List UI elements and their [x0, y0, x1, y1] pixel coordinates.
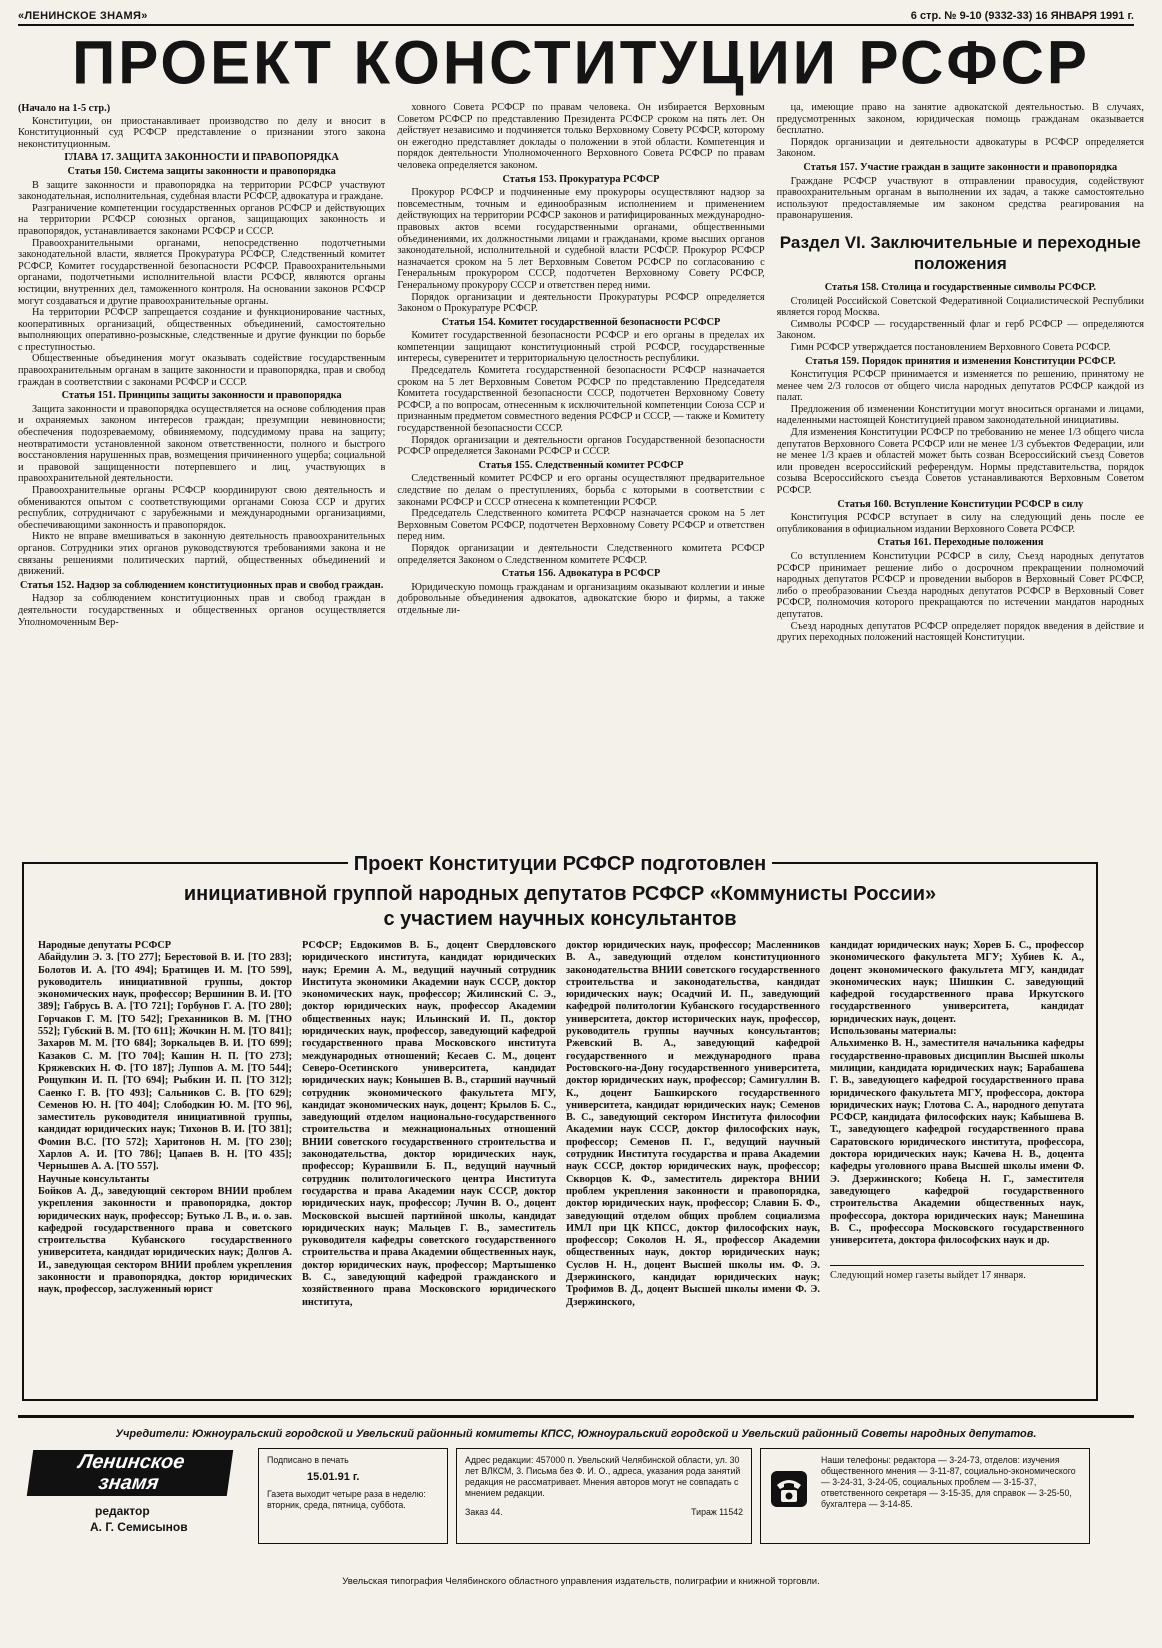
authors-box-title-line1: Проект Конституции РСФСР подготовлен [348, 853, 773, 875]
paragraph: Председатель Следственного комитета РСФСР назначается сроком на 5 лет Верховным Советом РСФСР, подотчетен Верховному Совету РСФСР и ответствен перед ним. [397, 508, 765, 543]
article-heading: Статья 154. Комитет государственной безопасности РСФСР [441, 316, 721, 328]
section-heading: Раздел VI. Заключительные и переходные положения [779, 232, 1141, 273]
author-entry: Бойков А. Д., заведующий сектором ВНИИ проблем укрепления законности и правопорядка, доктор юридических наук, профессор; Бутько Л. В., и. о. зав. кафедрой государственного права и советского строительства Кубанского государственного университета, кандидат юридических наук; Долгов А. И., заведующая сектором ВНИИ проблем укрепления законности и правопорядка, доктор юридических наук, профессор, заслуженный юрист [38, 1185, 292, 1296]
author-entry: кандидат юридических наук; Хорев Б. С., профессор экономического факультета МГУ; Хубиев К. А., доцент экономического факультета МГУ, кандидат экономических наук; Шишкин С. заведующий кафедрой государственного права Иркутского государственного университета, кандидат юридических наук, доцент. [830, 940, 1084, 1025]
article-heading: Статья 150. Система защиты законности и правопорядка [67, 165, 336, 177]
paragraph: Гимн РСФСР утверждается постановлением Верховного Совета РСФСР. [790, 341, 1111, 353]
paragraph: Надзор за соблюдением конституционных прав и свобод граждан в деятельности государственных и общественных органов осуществляется Уполномоченным Вер- [18, 593, 386, 628]
authors-box-subtitle [24, 882, 1096, 932]
article-heading: Статья 151. Принципы защиты законности и правопорядка [61, 390, 342, 402]
paragraph: Правоохранительные органы РСФСР координируют свою деятельность и обмениваются опытом с соответствующими органами Союза ССР и других республик, сотрудничают с зарубежными и международными организациями, обеспечивающими законность и правопорядок. [18, 485, 386, 531]
paragraph: Порядок организации и деятельности органов Государственной безопасности РСФСР определяется Законами РСФСР и СССР. [397, 434, 765, 458]
logo-line1: Ленинское [77, 1451, 187, 1473]
paragraph: Общественные объединения могут оказывать содействие государственным правоохранительным органам в защите законности и правопорядка, прав и свобод граждан в соответствии с законами РСФСР и СССР. [18, 353, 386, 388]
article-heading: Статья 159. Порядок принятия и изменения Конституции РСФСР. [805, 355, 1116, 367]
phones-box [760, 1448, 1090, 1544]
newspaper-name: «ЛЕНИНСКОЕ ЗНАМЯ» [18, 10, 148, 22]
paragraph: Со вступлением Конституции РСФСР в силу, Съезд народных депутатов РСФСР принимает решение либо о досрочном прекращении полномочий народных депутатов РСФСР и проведении выборов в Верховный Совет РСФСР, либо о преобразовании Съезда народных депутатов РСФСР в Верховный Совет РСФСР, полномочия которого прекращаются по истечении мандатов народных депутатов. [776, 551, 1144, 620]
paragraph: В защите законности и правопорядка на территории РСФСР участвуют законодательная, исполнительная, судебная власти РСФСР, адвокатура и граждане. [18, 179, 386, 203]
schedule-text: Газета выходит четыре раза в неделю: вторник, среда, пятница, суббота. [267, 1489, 426, 1510]
print-run: Тираж 11542 [691, 1507, 743, 1517]
newspaper-logo [27, 1450, 233, 1496]
authors-box-title [24, 851, 1096, 877]
article-heading: Статья 161. Переходные положения [877, 537, 1044, 549]
print-info-box [258, 1448, 448, 1544]
paragraph: Защита законности и правопорядка осуществляется на основе соблюдения прав и охраняемых законом интересов граждан; презумпции невиновности; обеспечения подозреваемому, обвиняемому, подсудимому права на защиту; неотвратимости установленной законом ответственности, полного и быстрого восстановления нарушенных прав, возмещения причиненного ущерба; социальной и правовой защищенности потерпевшего и лиц, участвующих в правоохранительной деятельности. [18, 403, 386, 485]
author-entry: Использованы материалы: [830, 1026, 957, 1038]
article-heading: Статья 155. Следственный комитет РСФСР [478, 459, 684, 471]
article-heading: Статья 158. Столица и государственные символы РСФСР. [824, 281, 1096, 293]
authors-column-4 [830, 940, 1084, 1390]
paragraph: ховного Совета РСФСР по правам человека. Он избирается Верховным Советом РСФСР по представлению Президента РСФСР сроком на пять лет. Он действует независимо и подчиняется только Верховному Совету РСФСР, которому он ежегодно представляет доклады о положении в этой области. Компетенция и порядок деятельности Уполномоченного Верховного Совета РСФСР по правам человека определяется законом. [397, 102, 765, 171]
paragraph: Конституции, он приостанавливает производство по делу и вносит в Конституционный суд РСФСР представление о признании этого закона неконституционным. [18, 115, 386, 150]
authors-box-title-line2: инициативной группой народных депутатов РСФСР «Коммунисты России» [183, 883, 937, 905]
paragraph: Для изменения Конституции РСФСР по требованию не менее 1/3 общего числа депутатов Верховного Совета РСФСР или не менее 1/3 субъектов Федерации, или не менее 1/3 краев и областей может быть созван Всероссийский съезд Советов или проведен всероссийский референдум. Нормы представительства, порядок созыва Всероссийского съезда Советов устанавливаются Верховным Советом РСФСР. [776, 427, 1144, 497]
article-heading: (Начало на 1-5 стр.) [18, 103, 111, 114]
sign-date: 15.01.91 г. [307, 1471, 360, 1483]
paragraph: Правоохранительными органами, непосредственно подотчетными законодательной власти, является Прокуратура РСФСР, Следственный комитет РСФСР, Комитет государственной безопасности РСФСР. Правоохранительными органами, подотчетными исполнительной власти РСФСР, являются органы юстиции, внутренних дел, таможенного контроля. На основании законов РСФСР могут создаваться и другие правоохранительные органы. [18, 237, 386, 307]
next-issue-note: Следующий номер газеты выйдет 17 января. [830, 1265, 1084, 1282]
paragraph: Порядок организации и деятельности Следственного комитета РСФСР определяется Законом о Следственном комитете РСФСР. [397, 542, 765, 566]
article-column-1 [18, 102, 385, 850]
telephone-icon [769, 1469, 809, 1509]
paragraph: Разграничение компетенции государственных органов РСФСР и действующих на территории РСФСР союзных органов, защищающих законность и правопорядок, устанавливается законами РСФСР и СССР. [18, 202, 386, 237]
paragraph: Следственный комитет РСФСР и его органы осуществляют предварительное следствие по делам о преступлениях, борьба с которыми в соответствии с законами РСФСР и СССР отнесена к компетенции РСФСР. [397, 473, 765, 508]
address-box [456, 1448, 752, 1544]
paragraph: Граждане РСФСР участвуют в отправлении правосудия, содействуют правоохранительным органам в выполнении их задач, а также самостоятельно используют предоставляемые им законом средства реагирования на правонарушения. [776, 175, 1144, 222]
paragraph: Порядок организации и деятельности адвокатуры в РСФСР определяется Законом. [776, 136, 1144, 160]
editor-role: редактор [95, 1504, 150, 1518]
header-divider [18, 24, 1134, 26]
author-entry: доктор юридических наук, профессор; Масленников В. А., заведующий отделом конституционного законодательства ВНИИ советского государственного строительства и законодательства, кандидат юридических наук; Осадчий И. П., заведующий кафедрой политологии Кубанского государственного университета, доктор исторических наук, профессор, руководитель группы научных консультантов; Ржевский В. А., заведующий кафедрой государственного и международного права Ростовского-на-Дону государственного университета, доктор юридических наук, профессор; Самигуллин В. К., доцент Башкирского государственного университета, кандидат юридических наук; Семенов В. С., заведующий сектором Института философии Академии наук СССР, доктор философских наук, профессор; Семенов П. Г., ведущий научный сотрудник Института государства и права Академии наук СССР, доктор юридических наук, профессор; Скворцов К. Ф., заместитель директора ВНИИ проблем укрепления законности и правопорядка, доктор юридических наук, профессор; Славин Б. Ф., заведующий отделом общих проблем социализма ИМЛ при ЦК КПСС, доктор философских наук, профессор; Соколов Н. Я., профессор Академии общественных наук, доктор юридических наук; Суслов Н. Н., доцент Высшей школы им. Ф. Э. Дзержинского, кандидат юридических наук; Трофимов В. Д., доцент Высшей школы имени Ф. Э. Дзержинского, [566, 940, 820, 1308]
authors-column-3 [566, 940, 820, 1390]
article-heading: Статья 157. Участие граждан в защите законности и правопорядка [803, 161, 1118, 173]
article-heading: ГЛАВА 17. ЗАЩИТА ЗАКОННОСТИ И ПРАВОПОРЯДКА [64, 152, 339, 164]
order-number: Заказ 44. [465, 1507, 503, 1517]
author-entry: Научные консультанты [38, 1173, 150, 1185]
paragraph: Съезд народных депутатов РСФСР определяет порядок введения в действие и других переходных положений настоящей Конституции. [776, 620, 1144, 644]
paragraph: ца, имеющие право на занятие адвокатской деятельностью. В случаях, предусмотренных законом, юридическая помощь гражданам оказывается бесплатно. [776, 102, 1144, 137]
paragraph: На территории РСФСР запрещается создание и функционирование частных, кооперативных организаций, общественных объединений, самостоятельно выполняющих оперативно-розыскные, следственные и другие функции по борьбе с преступностью. [18, 307, 386, 353]
authors-box [22, 853, 1098, 1401]
authors-column-1 [38, 940, 292, 1390]
article-heading: Статья 156. Адвокатура в РСФСР [501, 568, 661, 580]
article-heading: Статья 160. Вступление Конституции РСФСР в силу [837, 498, 1084, 510]
issue-info: 6 стр. № 9-10 (9332-33) 16 ЯНВАРЯ 1991 г. [910, 10, 1134, 22]
paragraph: Юридическую помощь гражданам и организациям оказывают коллегии и иные добровольные объединения адвокатов, адвокатские бюро и фирмы, а также отдельные ли- [397, 581, 765, 616]
paragraph: Никто не вправе вмешиваться в законную деятельность правоохранительных органов. Сотрудники этих органов руководствуются требованиями закона и не связаны решениями политических партий, общественных объединений и движений. [18, 531, 386, 578]
paragraph: Прокурор РСФСР и подчиненные ему прокуроры осуществляют надзор за повсеместным, точным и единообразным исполнением и применением действующих на территории РСФСР законов и ратифицированных международно-правовых актов всеми государственными органами, общественными объединениями, их должностными лицами и гражданами, кроме высших органов законодательной, исполнительной и судебной власти РСФСР. Прокурор РСФСР назначается сроком на 5 лет Верховным Советом РСФСР по согласованию с Генеральным прокурором СССР, подотчетен Верховному Совету РСФСР, Генеральному прокурору СССР и ответствен перед ними. [397, 187, 765, 291]
paragraph: Конституция РСФСР вступает в силу на следующий день после ее опубликования в официальном издании Верховного Совета РСФСР. [776, 512, 1144, 535]
editor-name: А. Г. Семисынов [90, 1520, 188, 1534]
paragraph: Предложения об изменении Конституции могут вноситься органами и лицами, наделенными настоящей Конституцией правом законодательной инициативы. [776, 403, 1144, 427]
paragraph: Конституция РСФСР принимается и изменяется по решению, принятому не менее чем 2/3 голосов от общего числа народных депутатов РСФСР каждой из палат. [776, 369, 1144, 404]
paragraph: Столицей Российской Советской Федеративной Социалистической Республики является город Москва. [776, 295, 1144, 319]
footer-divider [18, 1415, 1134, 1418]
paragraph: Комитет государственной безопасности РСФСР и его органы в пределах их компетенции защищают конституционный строй РСФСР, государственные интересы, суверенитет и территориальную целостность республики. [397, 330, 765, 365]
author-entry: Альхименко В. Н., заместителя начальника кафедры государственно-правовых дисциплин Высшей школы милиции, кандидата юридических наук; Барабашева Г. В., заведующего кафедрой государственного права юридического факультета МГУ, профессора, доктора юридических наук; Глотова С. А., народного депутата РСФСР, кандидата философских наук; Кабышева В. Т., заведующего кафедрой государственного права Саратовского юридического института, профессора, доктора юридических наук; Качева Н. В., доцента кафедры уголовного права Высшей школы имени Ф. Э. Дзержинского; Кобеца Н. Г., заместителя заведующего кафедрой государственного строительства Академии общественных наук, профессора, доктора юридических наук; Манешина В. С., профессора Московского государственного университета, доктора философских наук и др. [830, 1038, 1084, 1247]
article-columns [18, 102, 1144, 850]
sign-label: Подписано в печать [267, 1455, 349, 1465]
article-column-2 [397, 102, 764, 850]
founders-line: Учредители: Южноуральский городской и Увельский районный комитеты КПСС, Южноуральский городской и Увельский районный Советы народных депутатов. [115, 1428, 1037, 1440]
paragraph: Председатель Комитета государственной безопасности РСФСР назначается сроком на 5 лет Верховным Советом РСФСР по представлению Председателя Комитета государственной безопасности СССР, подотчетен Верховному Совету РСФСР, а по вопросам, отнесенным к исключительной компетенции Союза ССР и признанным предметом совместного ведения РСФСР и СССР, — также и Комитету государственной безопасности СССР. [397, 365, 765, 435]
article-column-3 [777, 102, 1144, 850]
paragraph: Порядок организации и деятельности Прокуратуры РСФСР определяется Законом о Прокуратуре РСФСР. [397, 291, 765, 315]
author-entry: РСФСР; Евдокимов В. Б., доцент Свердловского юридического института, кандидат юридических наук; Еремин А. М., ведущий научный сотрудник Института экономики Академии наук СССР, доктор экономических наук, профессор; Жилинский С. Э., доктор юридических наук, профессор Академии общественных наук; Ильинский И. П., доктор юридических наук, профессор, заведующий кафедрой государственного права Московского института международных отношений; Кесаев С. М., доцент Северо-Осетинского университета, кандидат юридических наук; Конышев В. В., старший научный сотрудник экономического факультета МГУ, кандидат экономических наук, доцент; Крылов Б. С., заведующий отделом национально-государственного строительства и межнациональных отношений ВНИИ советского государственного строительства и законодательства, доктор юридических наук, профессор; Курашвили Б. П., ведущий научный сотрудник политологического центра Института государства и права Академии наук СССР, доктор юридических наук, профессор; Лучин В. О., доцент Московской высшей партийной школы, кандидат юридических наук; Мальцев Г. В., заместитель руководителя кафедры советского государственного строительства и права Академии общественных наук, доктор юридических наук, профессор; Мартышенко В. С., заведующий кафедрой гражданского и хозяйственного права Московского юридического института, [302, 940, 556, 1308]
article-heading: Статья 153. Прокуратура РСФСР [502, 173, 660, 185]
page-title: ПРОЕКТ КОНСТИТУЦИИ РСФСР [72, 28, 1090, 97]
article-heading: Статья 152. Надзор за соблюдением конституционных прав и свобод граждан. [20, 579, 384, 591]
phones-text: Наши телефоны: редактора — 3-24-73, отделов: изучения общественного мнения — 3-11-87, социально-экономического — 3-24-31, 3-24-05, социальных проблем — 3-15-37, ответственного секретаря — 3-15-35, для справок — 3-25-50, бухгалтера — 3-14-85. [821, 1455, 1076, 1509]
authors-column-2 [302, 940, 556, 1390]
address-text: Адрес редакции: 457000 п. Увельский Челябинской области, ул. 30 лет ВЛКСМ, 3. Письма без Ф. И. О., адреса, указания рода занятий редакция не рассматривает. Мнения авторов могут не совпадать с мнением редакции. [465, 1455, 741, 1498]
logo-line2: знамя [97, 1472, 161, 1494]
authors-columns [38, 940, 1084, 1390]
paragraph: Символы РСФСР — государственный флаг и герб РСФСР — определяются Законом. [776, 318, 1144, 342]
author-entry: Народные депутаты РСФСР [38, 940, 172, 951]
authors-box-title-line3: с участием научных консультантов [383, 908, 737, 930]
printer-line: Увельская типография Челябинского областного управления издательств, полиграфии и книжной торговли. [342, 1576, 820, 1587]
author-entry: Абайдулин Э. З. [ТО 277]; Берестовой В. И. [ТО 283]; Болотов И. А. [ТО 494]; Братищев И. М. [ТО 599], руководитель инициативной группы, доктор экономических наук, профессор; Вершинин В. И. [ТО 389]; Габрусь В. А. [ТО 721]; Горбунов Г. А. [ТО 280]; Горчаков Г. М. [ТО 542]; Греханников В. М. [ТНО 552]; Губский В. М. [ТО 611]; Жочкин Н. М. [ТО 841]; Захаров М. М. [ТО 684]; Зоркальцев В. И. [ТО 699]; Казаков С. М. [ТО 704]; Кашин Н. П. [ТО 273]; Кряжевских Н. Ф. [ТО 187]; Луппов А. М. [ТО 544]; Рощупкин И. П. [ТО 694]; Рыбкин И. П. [ТО 312]; Саенко Г. В. [ТО 493]; Сальников С. В. [ТО 629]; Семенов Ю. Н. [ТО 404]; Слободкин Ю. М. [ТО 96], заместитель руководителя инициативной группы, кандидат юридических наук; Тихонов В. И. [ТО 381]; Фомин В.С. [ТО 572]; Харитонов Н. М. [ТО 230]; Харлов А. И. [ТО 786]; Цапаев В. Н. [ТО 435]; Чернышев А. А. [ТО 557]. [38, 952, 292, 1173]
